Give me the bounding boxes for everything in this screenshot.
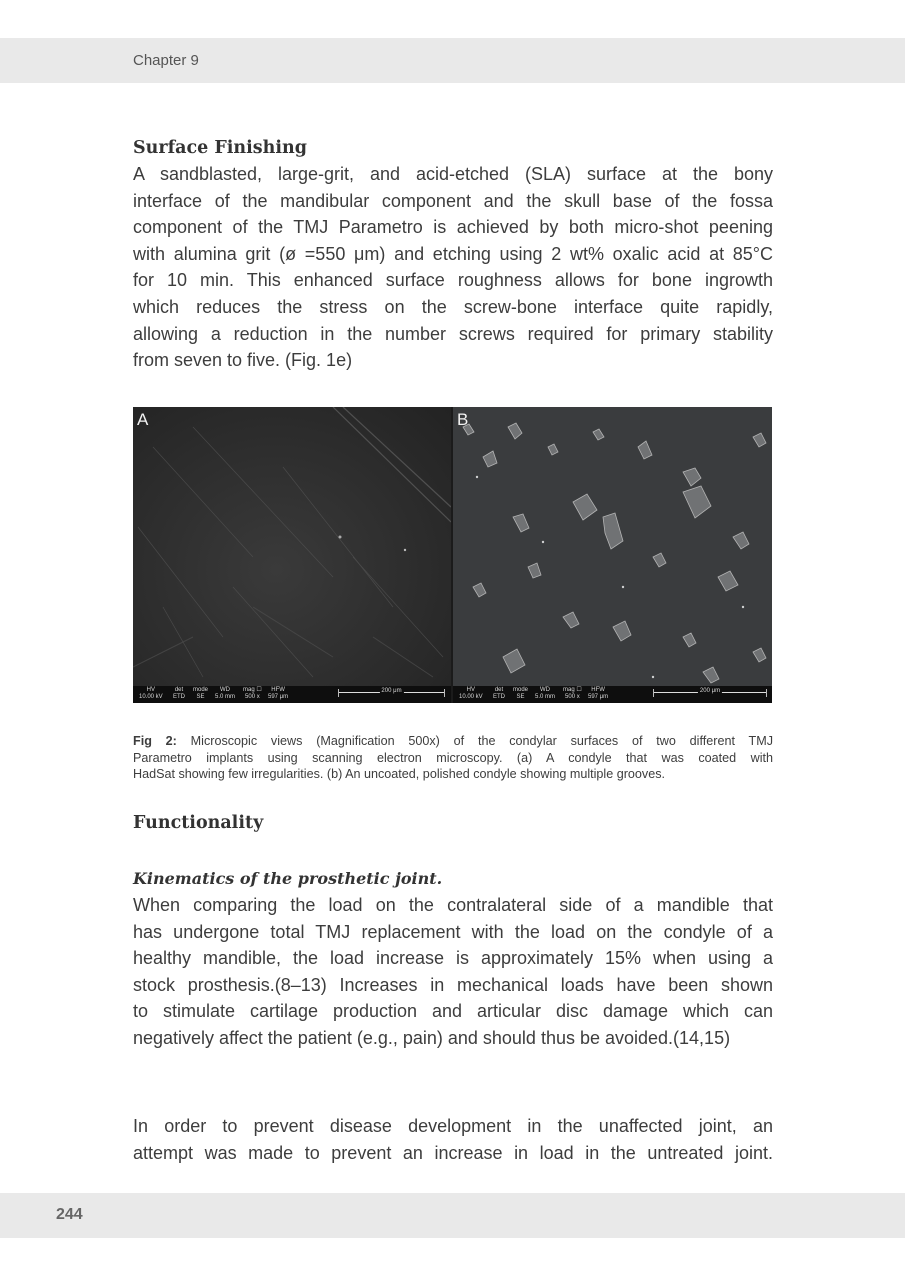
- text-line: negatively affect the patient (e.g., pain) and should thus be avoided.(14,15): [133, 1027, 731, 1048]
- text-line: stock prosthesis.(8–13) Increases in mechanical loads have been shown: [133, 974, 773, 995]
- caption-lead: Fig 2:: [133, 734, 177, 748]
- text-line: healthy mandible, the load increase is approximately 15% when using a: [133, 948, 773, 969]
- databar-mag: mag ☐ 500 x: [243, 687, 262, 700]
- databar-mode: mode SE: [193, 687, 209, 700]
- sem-figure: [133, 407, 772, 703]
- caption-line: HadSat showing few irregularities. (b) An uncoated, polished condyle showing multiple grooves.: [133, 767, 666, 781]
- sem-image-b: [453, 407, 772, 703]
- databar-mag: mag ☐ 500 x: [563, 687, 582, 700]
- databar-mode: mode SE: [513, 687, 529, 700]
- databar-det: det ETD: [493, 687, 505, 700]
- running-footer: [0, 1193, 905, 1238]
- paragraph-surface-finishing: [133, 161, 773, 374]
- heading-functionality: Functionality: [133, 813, 264, 833]
- figure-caption: [133, 733, 773, 783]
- sem-databar-a: [133, 686, 451, 703]
- databar-wd: WD 5.0 mm: [535, 687, 556, 700]
- caption-line: Fig 2: Microscopic views (Magnification 500x) of the condylar surfaces of two different TMJ: [133, 734, 773, 748]
- databar-det: det ETD: [173, 687, 185, 700]
- databar-hv: HV 10.00 kV: [139, 687, 163, 700]
- text-line: component of the TMJ Parametro is achieved by both micro-shot peening: [133, 217, 773, 238]
- paragraph-kinematics: [133, 892, 773, 1052]
- sem-panel-b: [453, 407, 772, 703]
- text-line: attempt was made to prevent an increase in load in the untreated joint.: [133, 1142, 773, 1163]
- text-line: allowing a reduction in the number screws required for primary stability: [133, 323, 773, 344]
- scale-bar: 200 μm: [338, 689, 445, 697]
- text-line: with alumina grit (ø =550 μm) and etching using 2 wt% oxalic acid at 85°C: [133, 243, 773, 264]
- paragraph-prevention: [133, 1113, 773, 1166]
- text-line: has undergone total TMJ replacement with the load on the condyle of a: [133, 921, 773, 942]
- text-line: When comparing the load on the contralateral side of a mandible that: [133, 895, 773, 915]
- databar-hfw: HFW 597 μm: [268, 687, 289, 700]
- sem-image-a: [133, 407, 451, 703]
- panel-label-a: A: [137, 410, 149, 429]
- panel-label-b: B: [457, 410, 469, 429]
- text-line: In order to prevent disease development in the unaffected joint, an: [133, 1116, 773, 1136]
- text-line: which reduces the stress on the screw-bone interface quite rapidly,: [133, 296, 773, 317]
- sem-databar-b: [453, 686, 772, 703]
- databar-hv: HV 10.00 kV: [459, 687, 483, 700]
- heading-surface-finishing: Surface Finishing: [133, 138, 307, 158]
- chapter-label: Chapter 9: [133, 52, 199, 69]
- sem-panel-a: [133, 407, 451, 703]
- scale-bar: 200 μm: [653, 689, 767, 697]
- page-number: 244: [56, 1206, 83, 1223]
- running-header: [0, 38, 905, 83]
- text-line: A sandblasted, large-grit, and acid-etched (SLA) surface at the bony: [133, 164, 773, 184]
- databar-wd: WD 5.0 mm: [215, 687, 236, 700]
- caption-line: Parametro implants using scanning electron microscopy. (a) A condyle that was coated with: [133, 750, 773, 765]
- text-line: for 10 min. This enhanced surface roughness allows for bone ingrowth: [133, 270, 773, 291]
- text-line: from seven to five. (Fig. 1e): [133, 350, 353, 371]
- text-line: interface of the mandibular component and the skull base of the fossa: [133, 190, 773, 211]
- text-line: to stimulate cartilage production and articular disc damage which can: [133, 1001, 773, 1022]
- subheading-kinematics: Kinematics of the prosthetic joint.: [133, 869, 443, 888]
- databar-hfw: HFW 597 μm: [588, 687, 609, 700]
